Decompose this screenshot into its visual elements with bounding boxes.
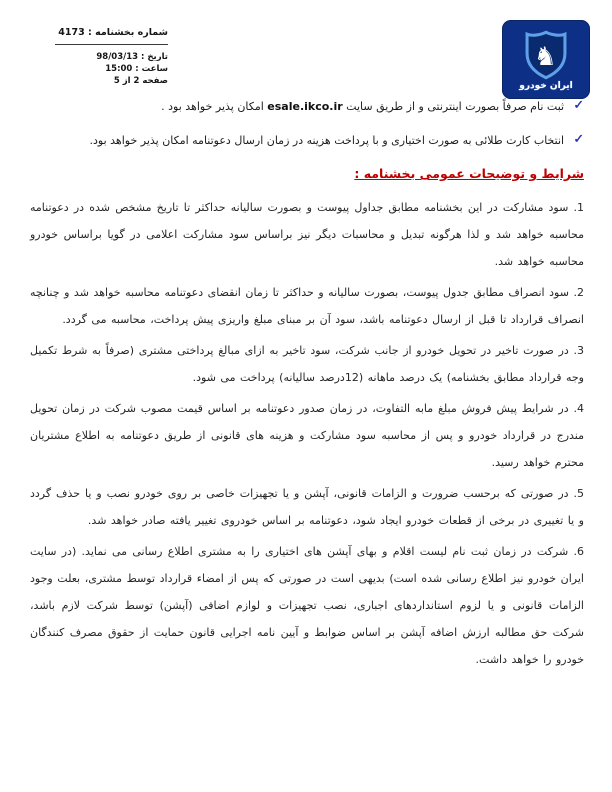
bullet-item-gold-card [30, 126, 584, 156]
bulletin-number-label: شماره بخشنامه : [88, 27, 168, 38]
date-value: 98/03/13 [96, 52, 139, 62]
header-divider [55, 44, 168, 45]
bullet-item-registration [30, 92, 584, 122]
paragraph-2: 2. سود انصراف مطابق جدول پیوست، بصورت سالیانه و حداکثر تا زمان انقضای دعوتنامه محاسبه خواهد شد و چنانچه انصراف قرارداد تا قبل از ارسال دعوتنامه باشد، سود آن بر مبنای مبلغ واریزی پیش پرداخت، محاسبه می گردد. [30, 286, 584, 326]
logo-title: ایران خودرو [519, 80, 573, 91]
bulletin-info-block [33, 26, 168, 87]
page-number-line: صفحه 2 از 5 [113, 76, 168, 86]
time-label: ساعت : [135, 64, 168, 74]
bulletin-number-value: 4173 [58, 27, 85, 38]
date-label: تاریخ : [141, 52, 168, 62]
bulletin-number-line [33, 26, 168, 39]
paragraph-3: 3. در صورت تاخیر در تحویل خودرو از جانب شرکت، سود تاخیر به ازای مبالغ پرداختی مشتری (صرفاً به شرط تکمیل وجه قرارداد مطابق بخشنامه) یک درصد ماهانه (12درصد سالیانه) پرداخت می شود. [30, 344, 584, 384]
checkmark-icon: ✓ [573, 132, 584, 147]
paragraph-4: 4. در شرایط پیش فروش مبلغ مابه التفاوت، در زمان صدور دعوتنامه بر اساس قیمت مصوب شرکت در زمان تحویل مندرج در قرارداد خودرو و پس از محاسبه سود مشارکت و هزینه های قانونی از طریق دعوتنامه به اطلاع مشتریان محترم خواهد رسید. [30, 402, 584, 469]
bullet2-text: انتخاب کارت طلائی به صورت اختیاری و با پرداخت هزینه در زمان ارسال دعوتنامه امکان پذیر خواهد بود. [89, 134, 565, 147]
bullet-text [30, 126, 564, 156]
time-line [33, 63, 168, 75]
section-heading: شرایط و توضیحات عمومی بخشنامه : [354, 166, 584, 181]
paragraph-5: 5. در صورتی که برحسب ضرورت و الزامات قانونی، آپشن و یا تجهیزات خاصی بر روی خودرو نصب و یا حذف گردد و یا تغییری در برخی از قطعات خودرو ایجاد شود، دعوتنامه بر اساس خودروی تغییر یافته صادر خواهد شد. [30, 487, 584, 527]
bullet1-pre: ثبت نام صرفاً بصورت اینترنتی و از طریق سایت [342, 100, 565, 113]
document-body [30, 92, 584, 677]
esale-website-text: esale.ikco.ir [267, 100, 343, 113]
paragraph-6: 6. شرکت در زمان ثبت نام لیست اقلام و بهای آپشن های اختیاری را به مشتری اطلاع رسانی می نماید. (در سایت ایران خودرو نیز اطلاع رسانی شده است) بدیهی است در صورتی که پس از امضاء قرارداد توسط مشتری، بعلت وجود الزامات قانونی و یا لزوم استانداردهای اجباری، نصب تجهیزات و لوازم اضافی (آپشن) توسط شرکت لازم باشد، شرکت حق مطالبه ارزش اضافه آپشن بر اساس ضوابط و آیین نامه اجرایی قانون حمایت از حقوق مصرف کنندگان خودرو را خواهد داشت. [30, 545, 584, 666]
time-value: 15:00 [105, 64, 133, 74]
horse-shield-icon [523, 30, 569, 80]
bullet1-post: امکان پذیر خواهد بود . [161, 100, 268, 113]
paragraph-1: 1. سود مشارکت در این بخشنامه مطابق جداول پیوست و بصورت سالیانه حداکثر تا تاریخ مشخص شده در دعوتنامه محاسبه خواهد شد و لذا هرگونه تبدیل و محاسبات دیگر نیز براساس سود مشارکت اعلامی در گویا براساس خودرو محاسبه خواهد شد. [30, 201, 584, 268]
iran-khodro-logo [502, 20, 590, 99]
date-line [33, 51, 168, 63]
bullet-text [30, 92, 564, 122]
checkmark-icon: ✓ [573, 98, 584, 113]
svg-text:♞: ♞ [533, 41, 557, 72]
